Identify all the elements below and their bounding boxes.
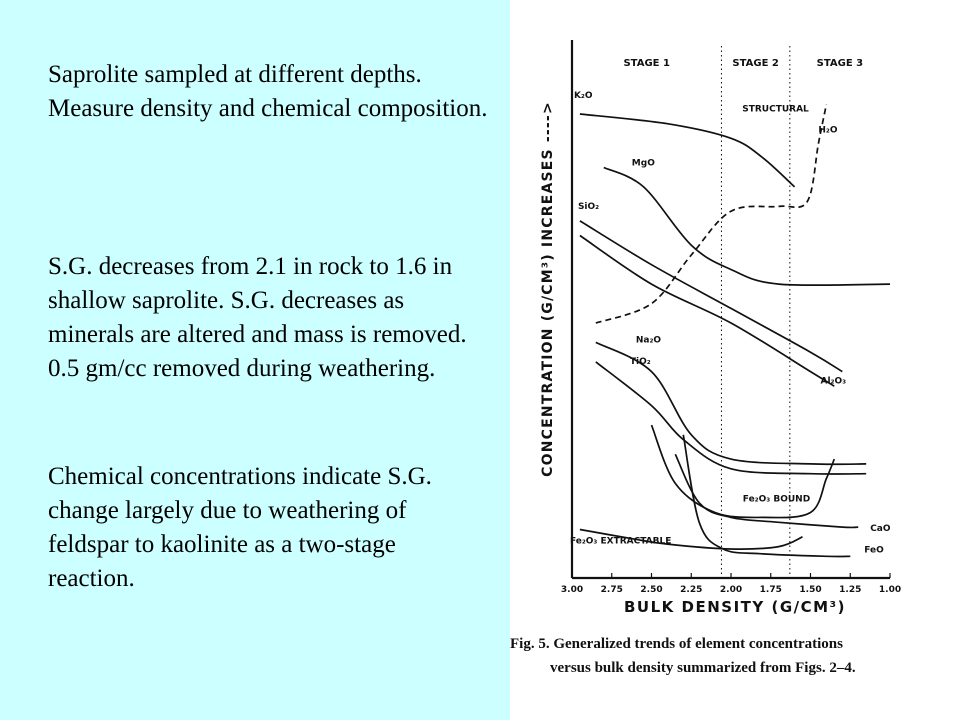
paragraph-specific-gravity: S.G. decreases from 2.1 in rock to 1.6 in shallow saprolite. S.G. decreases as minerals are altered and mass is removed. 0.5 gm/cc removed during weathering. [48, 253, 467, 382]
paragraph-chemical: Chemical concentrations indicate S.G. change largely due to weathering of feldspar to kaolinite as a two-stage reaction. [48, 463, 432, 592]
x-tick-label: 1.50 [799, 585, 822, 595]
annotation-structural: STRUCTURAL [742, 104, 809, 115]
concentration-density-chart [510, 0, 960, 640]
series-line-sio2 [580, 221, 842, 372]
series-label-k2o: K₂O [573, 91, 593, 102]
x-tick-label: 2.00 [719, 585, 743, 595]
series-label-feo: FeO [864, 545, 884, 556]
series-label-tio2: TiO₂ [629, 356, 651, 367]
series-line-h2o [596, 104, 827, 323]
figure-panel [510, 0, 960, 720]
figure-caption [510, 636, 960, 706]
x-tick-label: 2.25 [680, 585, 703, 595]
y-axis-label: CONCENTRATION (G/CM³) INCREASES ----> [540, 101, 556, 477]
stage-label-2: STAGE 2 [732, 58, 779, 69]
x-tick-label: 2.75 [600, 585, 623, 595]
series-line-mgo [604, 168, 890, 286]
series-label-mgo: MgO [631, 158, 655, 169]
stage-label-3: STAGE 3 [816, 58, 864, 69]
series-label-h2o: H₂O [818, 125, 838, 136]
series-label-sio2: SiO₂ [577, 201, 600, 212]
series-line-cao [675, 454, 858, 527]
x-tick-label: 3.00 [560, 585, 584, 595]
paragraph-method: Saprolite sampled at different depths. Measure density and chemical composition. [48, 61, 488, 122]
x-tick-label: 2.50 [640, 585, 663, 595]
series-label-cao: CaO [870, 524, 891, 535]
x-tick-label: 1.25 [839, 585, 862, 595]
stage-label-1: STAGE 1 [623, 58, 670, 69]
series-label-fe2o3-extractable: Fe₂O₃ EXTRACTABLE [569, 536, 672, 547]
x-axis-label: BULK DENSITY (G/CM³) [624, 598, 846, 616]
series-line-k2o [580, 114, 795, 187]
x-tick-label: 1.75 [759, 585, 782, 595]
series-label-fe2o3-bound: Fe₂O₃ BOUND [742, 494, 811, 505]
x-tick-label: 1.00 [878, 585, 902, 595]
series-label-na2o: Na₂O [635, 335, 662, 346]
caption-line-1: Fig. 5. Generalized trends of element concentrations [510, 636, 843, 652]
caption-line-2: versus bulk density summarized from Figs. 2–4. [550, 660, 856, 676]
series-label-al2o3: Al₂O₃ [820, 376, 847, 387]
